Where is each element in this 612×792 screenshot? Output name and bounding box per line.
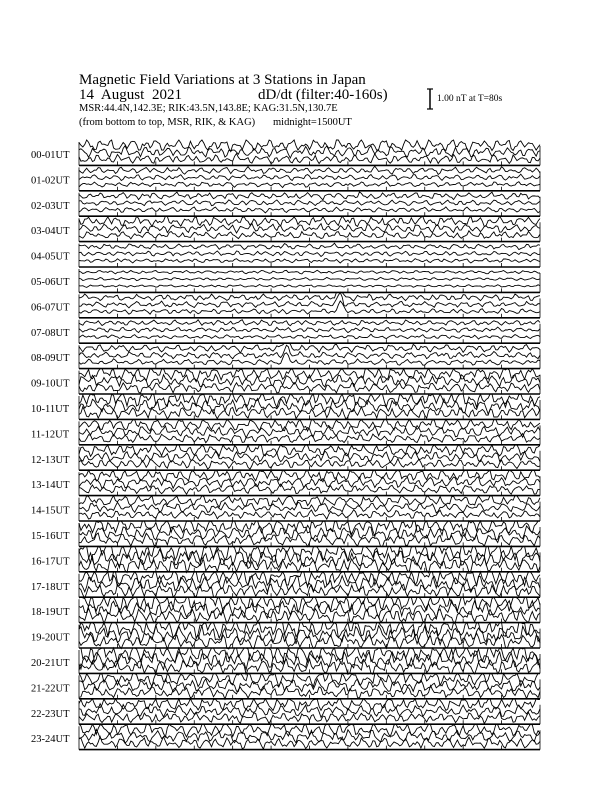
hour-row-label: 05-06UT: [31, 277, 70, 288]
station-trace-kag: [79, 496, 540, 507]
hour-row-label: 13-14UT: [31, 480, 70, 492]
hour-row-label: 09-10UT: [31, 378, 70, 390]
midnight-note: midnight=1500UT: [273, 117, 352, 128]
station-trace-kag: [79, 216, 540, 226]
hour-row: [31, 673, 540, 699]
hour-row: [31, 572, 540, 598]
station-trace-msr: [79, 285, 540, 288]
hour-row-label: 19-20UT: [31, 632, 70, 644]
hour-row-label: 01-02UT: [31, 175, 70, 187]
hour-row: [31, 394, 540, 419]
hour-row-label: 15-16UT: [31, 531, 70, 542]
station-trace-rik: [79, 327, 540, 332]
hour-row-label: 23-24UT: [31, 734, 70, 746]
hour-row-label: 10-11UT: [31, 404, 70, 415]
station-trace-msr: [79, 182, 540, 188]
station-trace-msr: [79, 207, 540, 213]
hour-row-label: 08-09UT: [31, 353, 70, 365]
chart-title: Magnetic Field Variations at 3 Stations in Japan: [79, 72, 366, 88]
hour-row-label: 07-08UT: [31, 327, 70, 339]
station-trace-rik: [79, 200, 540, 206]
hour-row-label: 06-07UT: [31, 302, 70, 314]
hour-row-label: 18-19UT: [31, 607, 70, 619]
hour-row: [31, 292, 540, 317]
hour-row: [31, 445, 540, 470]
station-trace-kag: [79, 192, 540, 200]
station-trace-msr: [79, 334, 540, 339]
hour-row: [31, 166, 540, 191]
hour-row: [31, 320, 540, 344]
hour-row: [31, 597, 540, 623]
hour-row-label: 22-23UT: [31, 708, 70, 720]
hour-row-label: 03-04UT: [31, 226, 70, 238]
hour-row: [31, 699, 540, 724]
hour-row: [31, 623, 540, 649]
hour-row-label: 14-15UT: [31, 505, 70, 517]
hour-row-label: 11-12UT: [31, 429, 70, 441]
station-trace-kag: [79, 648, 540, 663]
hour-row: [31, 724, 540, 749]
station-order-note: (from bottom to top, MSR, RIK, & KAG): [79, 117, 256, 128]
hour-row: [31, 243, 540, 267]
hour-row-label: 04-05UT: [31, 251, 70, 263]
hour-row: [31, 521, 540, 547]
station-trace-rik: [79, 374, 540, 386]
station-trace-kag: [79, 243, 540, 249]
station-trace-rik: [79, 174, 540, 180]
hour-row-label: 16-17UT: [31, 556, 70, 568]
hour-row-label: 12-13UT: [31, 454, 70, 466]
hour-row-label: 17-18UT: [31, 581, 70, 593]
hour-row-label: 20-21UT: [31, 658, 70, 669]
hour-row-label: 02-03UT: [31, 200, 70, 212]
hour-row: [31, 343, 540, 368]
station-trace-kag: [79, 699, 540, 711]
hour-row: [31, 648, 540, 674]
hour-row-label: 00-01UT: [31, 150, 70, 161]
hour-row: [31, 419, 540, 444]
scale-bar-label: 1.00 nT at T=80s: [437, 94, 503, 104]
hour-row: [31, 192, 540, 216]
station-trace-kag: [79, 166, 540, 174]
chart-date: 14 August 2021: [79, 87, 183, 103]
hour-row: [31, 369, 540, 394]
station-trace-rik: [79, 277, 540, 280]
hour-row: [31, 470, 540, 495]
station-trace-msr: [79, 301, 540, 314]
station-trace-kag: [79, 470, 540, 482]
scale-bar: [427, 89, 433, 109]
hour-row: [31, 546, 540, 572]
chart-quantity: dD/dt (filter:40-160s): [258, 87, 388, 103]
station-trace-kag: [79, 320, 540, 326]
hour-row: [31, 496, 540, 521]
station-trace-kag: [79, 270, 540, 274]
station-trace-rik: [79, 292, 540, 308]
hour-row: [31, 269, 540, 292]
hour-row-label: 21-22UT: [31, 683, 70, 695]
hour-row: [31, 216, 540, 241]
station-trace-msr: [79, 353, 540, 365]
station-trace-kag: [79, 292, 540, 301]
station-trace-kag: [79, 445, 540, 457]
station-coordinates: MSR:44.4N,142.3E; RIK:43.5N,143.8E; KAG:31.5N,130.7E: [79, 103, 338, 114]
station-trace-kag: [79, 623, 540, 639]
station-trace-msr: [79, 258, 540, 263]
station-trace-rik: [79, 251, 540, 257]
hour-rows: [31, 140, 540, 750]
hour-row: [31, 140, 540, 165]
